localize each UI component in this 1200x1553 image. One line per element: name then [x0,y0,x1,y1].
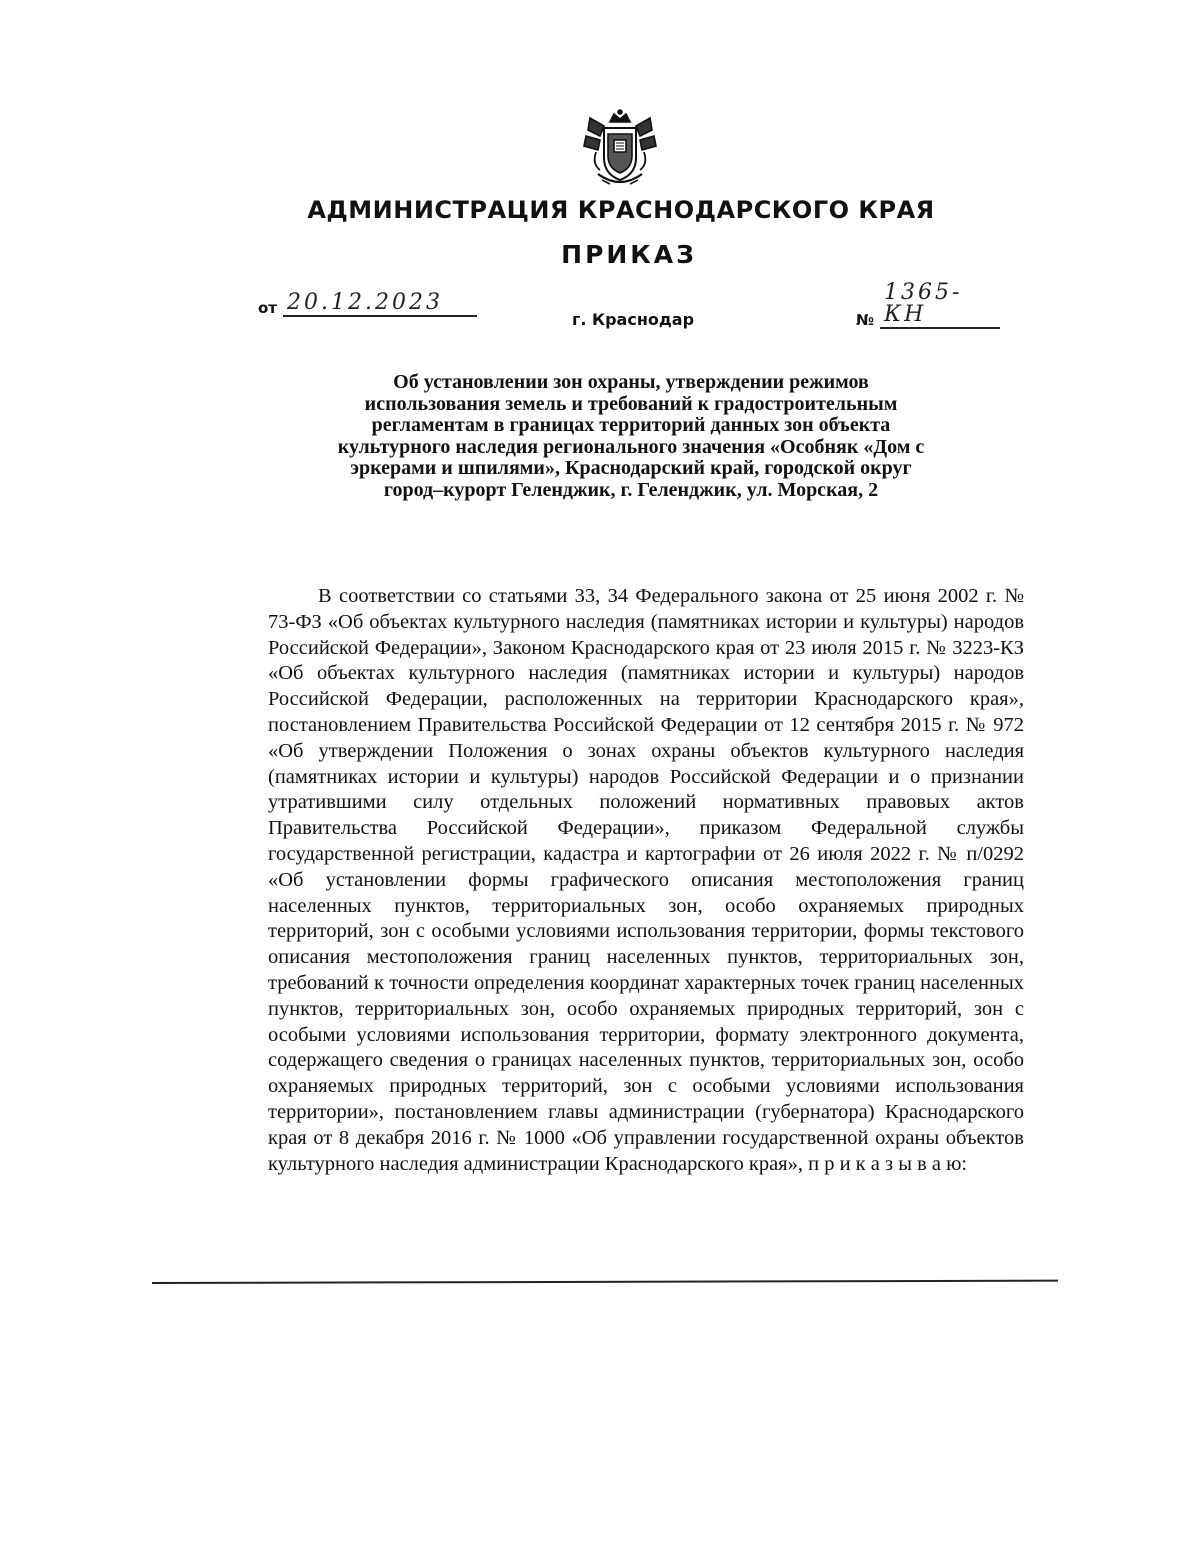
date-prefix: от [258,299,277,317]
document-subject: Об установлении зон охраны, утверждении режимов использования земель и требований к градостроительным регламентам в границах территорий данных зон объекта культурного наследия регионального значения «Особняк «Дом с эркерами и шпилями», Краснодарский край, городской округ город–курорт Геленджик, г. Геленджик, ул. Морская, 2 [337,371,925,501]
document-type: ПРИКАЗ [561,240,697,269]
city: г. Краснодар [572,310,695,329]
number-prefix: № [856,311,875,329]
date-value: 20.12.2023 [283,292,477,317]
date-block [258,292,477,317]
organization-title: АДМИНИСТРАЦИЯ КРАСНОДАРСКОГО КРАЯ [307,196,935,224]
body-paragraph: В соответствии со статьями 33, 34 Федерального закона от 25 июня 2002 г. № 73-ФЗ «Об объектах культурного наследия (памятниках истории и культуры) народов Российской Федерации», Законом Краснодарского края от 23 июля 2015 г. № 3223-КЗ «Об объектах культурного наследия (памятниках истории и культуры) народов Российской Федерации, расположенных на территории Краснодарского края», постановлением Правительства Российской Федерации от 12 сентября 2015 г. № 972 «Об утверждении Положения о зонах охраны объектов культурного наследия (памятниках истории и культуры) народов Российской Федерации и о признании утратившими силу отдельных положений нормативных правовых актов Правительства Российской Федерации», приказом Федеральной службы государственной регистрации, кадастра и картографии от 26 июля 2022 г. № п/0292 «Об установлении формы графического описания местоположения границ населенных пунктов, территориальных зон, особо охраняемых природных территорий, зон с особыми условиями использования территории, формы текстового описания местоположения границ населенных пунктов, территориальных зон, требований к точности определения координат характерных точек границ населенных пунктов, территориальных зон, особо охраняемых природных территорий, зон с особыми условиями использования территории, формату электронного документа, содержащего сведения о границах населенных пунктов, территориальных зон, особо охраняемых природных территорий, зон с особыми условиями использования территории», постановлением главы администрации (губернатора) Краснодарского края от 8 декабря 2016 г. № 1000 «Об управлении государственной охраны объектов культурного наследия администрации Краснодарского края», п р и к а з ы в а ю: [268,585,1024,1175]
footer-divider [152,1280,1058,1284]
number-value: 1365-КН [880,282,1000,329]
number-block [856,282,1000,329]
coat-of-arms-icon [580,108,660,190]
